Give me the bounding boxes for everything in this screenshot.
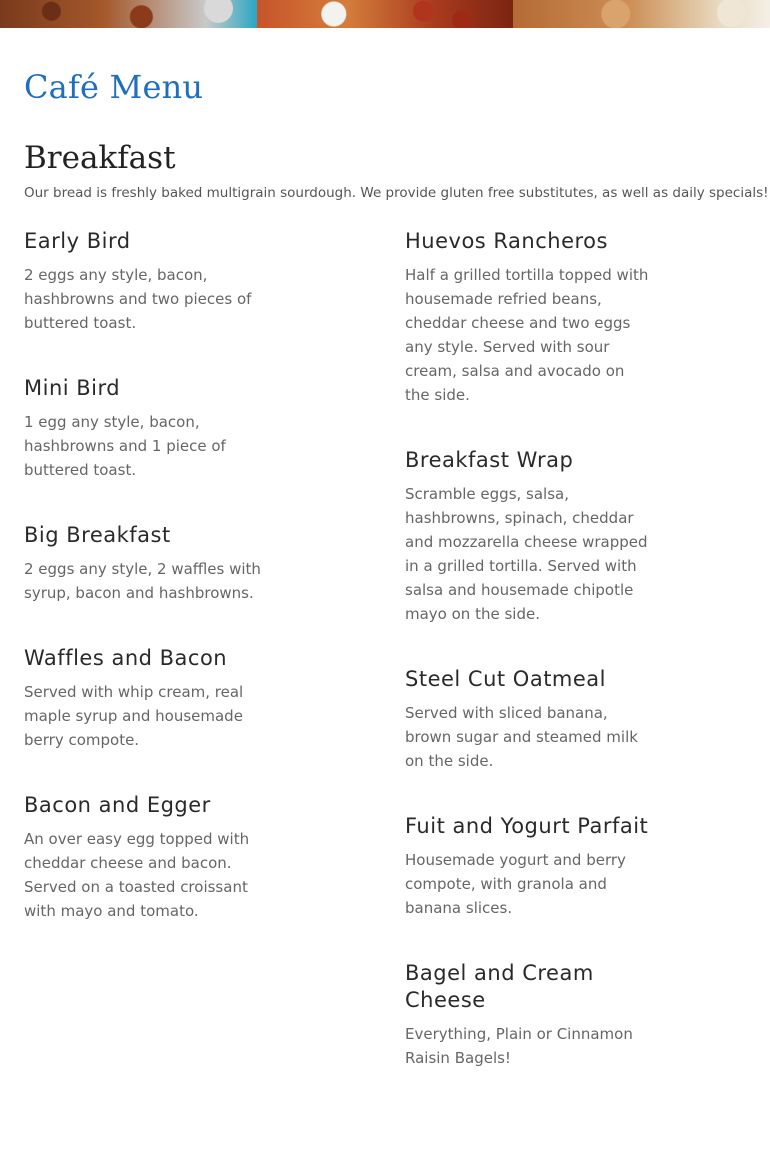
- menu-column-left: [24, 228, 269, 963]
- menu-item-name: Breakfast Wrap: [405, 448, 574, 472]
- menu-item-name: Huevos Rancheros: [405, 229, 608, 253]
- menu-item-description: Served with whip cream, real maple syrup and housemade berry compote.: [24, 683, 244, 749]
- menu-item-name: Steel Cut Oatmeal: [405, 667, 607, 691]
- section-description: Our bread is freshly baked multigrain sourdough. We provide gluten free substitutes, as well as daily specials!: [24, 185, 769, 201]
- menu-item: [24, 645, 269, 752]
- banner-photo-waffles: [513, 0, 770, 28]
- menu-column-right: [405, 228, 650, 1110]
- menu-item-description: 1 egg any style, bacon, hashbrowns and 1 piece of buttered toast.: [24, 413, 226, 479]
- banner-photo-hashbrowns: [0, 0, 257, 28]
- menu-item: [24, 792, 269, 923]
- menu-item-name: Fuit and Yogurt Parfait: [405, 814, 649, 838]
- menu-item-name: Mini Bird: [24, 376, 121, 400]
- menu-item-name: Big Breakfast: [24, 523, 171, 547]
- menu-item: [405, 447, 650, 626]
- menu-item-description: Everything, Plain or Cinnamon Raisin Bagels!: [405, 1025, 633, 1067]
- menu-item: [405, 813, 650, 920]
- header-banner-image: [0, 0, 770, 28]
- section-title: Breakfast: [24, 140, 176, 176]
- banner-photo-eggs-bacon: [257, 0, 514, 28]
- page-title: Café Menu: [24, 68, 204, 106]
- menu-item-name: Early Bird: [24, 229, 131, 253]
- menu-item: [24, 228, 269, 335]
- menu-item: [24, 522, 269, 605]
- menu-item: [405, 666, 650, 773]
- menu-item-description: An over easy egg topped with cheddar cheese and bacon. Served on a toasted croissant with mayo and tomato.: [24, 830, 250, 920]
- menu-item-description: 2 eggs any style, 2 waffles with syrup, bacon and hashbrowns.: [24, 560, 261, 602]
- menu-item: [405, 228, 650, 407]
- menu-item-description: Scramble eggs, salsa, hashbrowns, spinach, cheddar and mozzarella cheese wrapped in a grilled tortilla. Served with salsa and housemade chipotle mayo on the side.: [405, 485, 648, 623]
- menu-item-description: Housemade yogurt and berry compote, with granola and banana slices.: [405, 851, 626, 917]
- menu-item: [24, 375, 269, 482]
- menu-item-description: Half a grilled tortilla topped with housemade refried beans, cheddar cheese and two eggs any style. Served with sour cream, salsa and avocado on the side.: [405, 266, 649, 404]
- menu-item-description: Served with sliced banana, brown sugar and steamed milk on the side.: [405, 704, 638, 770]
- menu-item-name: Bagel and Cream Cheese: [405, 961, 594, 1012]
- menu-item-name: Bacon and Egger: [24, 793, 211, 817]
- menu-item-description: 2 eggs any style, bacon, hashbrowns and two pieces of buttered toast.: [24, 266, 252, 332]
- menu-item: [405, 960, 650, 1070]
- menu-item-name: Waffles and Bacon: [24, 646, 228, 670]
